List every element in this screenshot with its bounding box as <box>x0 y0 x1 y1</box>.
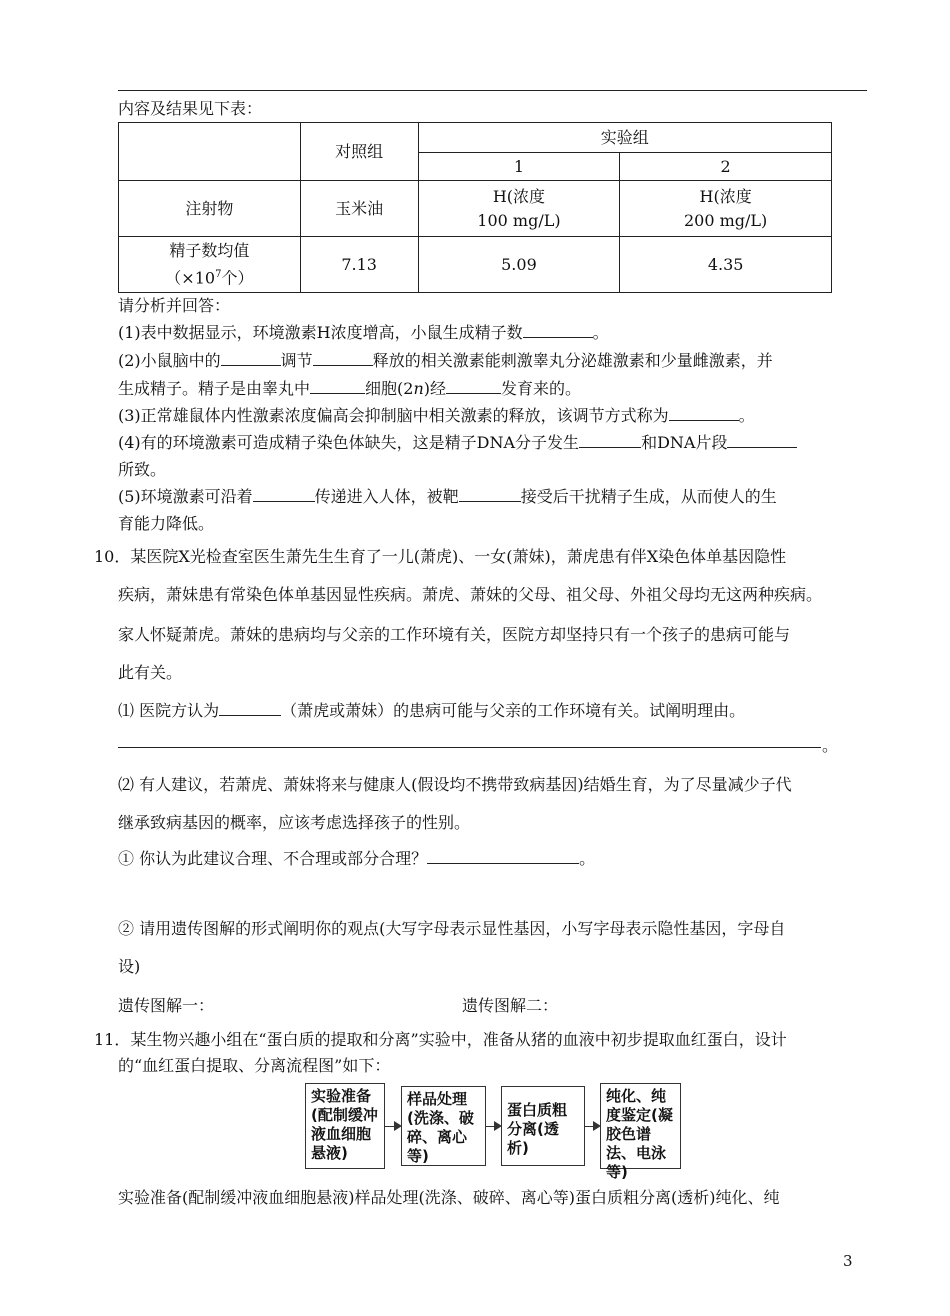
cell-g2-sperm: 4.35 <box>620 237 832 293</box>
header-group-2: 2 <box>620 153 832 181</box>
q10-line3: 家人怀疑萧虎。萧妹的患病均与父亲的工作环境有关，医院方却坚持只有一个孩子的患病可能与 <box>118 625 791 644</box>
q9-part1: (1)表中数据显示，环境激素H浓度增高，小鼠生成精子数 。 <box>118 323 609 342</box>
q11-flow-text: 实验准备(配制缓冲液血细胞悬液)样品处理(洗涤、破碎、离心等)蛋白质粗分离(透析)纯化、纯 <box>118 1188 780 1207</box>
cell-g1-sperm: 5.09 <box>418 237 620 293</box>
q10-choice2-cont: 设) <box>118 957 141 976</box>
flow-step-preparation: 实验准备(配制缓冲液血细胞悬液) <box>305 1083 385 1169</box>
q9-prompt: 请分析并回答： <box>118 296 231 315</box>
answer-blank[interactable] <box>727 431 797 448</box>
right-arrow-icon <box>486 1126 500 1127</box>
header-control: 对照组 <box>300 123 418 181</box>
q10-line1: 10．某医院X光检查室医生萧先生生育了一儿(萧虎)、一女(萧妹)，萧虎患有伴X染色体单基因隐性 <box>94 547 787 566</box>
header-group-1: 1 <box>418 153 620 181</box>
header-experiment: 实验组 <box>418 123 831 153</box>
cell-control-sperm: 7.13 <box>300 237 418 293</box>
q9-part4: (4)有的环境激素可造成精子染色体缺失，这是精子DNA分子发生 和DNA片段 <box>118 430 797 453</box>
right-arrow-icon <box>585 1126 599 1127</box>
answer-blank[interactable] <box>446 377 501 394</box>
flow-step-sample-processing: 样品处理(洗涤、破碎、离心等) <box>401 1086 486 1166</box>
reason-answer-line[interactable] <box>118 747 821 748</box>
answer-blank[interactable] <box>669 404 739 421</box>
answer-blank[interactable] <box>427 847 579 864</box>
table-intro: 内容及结果见下表： <box>118 99 263 118</box>
q9-part5-cont: 育能力降低。 <box>118 514 215 533</box>
reason-end-mark: 。 <box>822 736 839 755</box>
answer-blank[interactable] <box>219 699 281 716</box>
diagram-1-label: 遗传图解一： <box>118 996 215 1015</box>
answer-blank[interactable] <box>523 321 593 338</box>
q10-sub2: ⑵ 有人建议，若萧虎、萧妹将来与健康人(假设均不携带致病基因)结婚生育，为了尽量减少子代 <box>118 775 792 794</box>
cell-g2-injection: H(浓度 200 mg/L) <box>620 181 832 237</box>
answer-blank[interactable] <box>221 349 281 366</box>
flow-step-crude-separation: 蛋白质粗分离(透析) <box>501 1086 585 1166</box>
q10-line4: 此有关。 <box>118 663 183 682</box>
q9-part5: (5)环境激素可沿着 传递进入人体，被靶 接受后干扰精子生成，从而使人的生 <box>118 487 777 506</box>
q9-part2: (2)小鼠脑中的 调节 释放的相关激素能刺激睾丸分泌雄激素和少量雌激素，并 <box>118 351 773 370</box>
diagram-2-label: 遗传图解二： <box>462 996 559 1015</box>
q9-part3: (3)正常雄鼠体内性激素浓度偏高会抑制脑中相关激素的释放，该调节方式称为 。 <box>118 406 755 425</box>
q10-choice2: ② 请用遗传图解的形式阐明你的观点(大写字母表示显性基因，小写字母表示隐性基因，字母自 <box>118 919 786 938</box>
cell-control-injection: 玉米油 <box>300 181 418 237</box>
right-arrow-icon <box>385 1126 400 1127</box>
q10-line2: 疾病，萧妹患有常染色体单基因显性疾病。萧虎、萧妹的父母、祖父母、外祖父母均无这两种疾病。 <box>118 585 823 604</box>
cell-g1-injection: H(浓度 100 mg/L) <box>418 181 620 237</box>
answer-blank[interactable] <box>579 431 641 448</box>
q9-part2-cont: 生成精子。精子是由睾丸中 细胞(2n)经 发育来的。 <box>118 379 582 398</box>
row-label-injection: 注射物 <box>119 181 301 237</box>
answer-blank[interactable] <box>253 485 315 502</box>
row-label-sperm: 精子数均值 （$\times 10^7$个） <box>119 237 301 293</box>
page-number: 3 <box>843 1252 853 1270</box>
q9-part4-cont: 所致。 <box>118 460 167 479</box>
answer-blank[interactable] <box>310 377 365 394</box>
q10-sub2-cont: 继承致病基因的概率，应该考虑选择孩子的性别。 <box>118 813 471 832</box>
flow-step-purification: 纯化、纯度鉴定(凝胶色谱法、电泳等) <box>600 1083 681 1169</box>
answer-blank[interactable] <box>459 485 521 502</box>
results-table <box>118 122 832 293</box>
q10-sub1: ⑴ 医院方认为 （萧虎或萧妹）的患病可能与父亲的工作环境有关。试阐明理由。 <box>118 701 746 720</box>
header-rule <box>118 90 867 91</box>
q11-line2: 的“血红蛋白提取、分离流程图”如下： <box>118 1056 391 1075</box>
table-corner <box>119 123 301 181</box>
q11-line1: 11．某生物兴趣小组在“蛋白质的提取和分离”实验中，准备从猪的血液中初步提取血红蛋白，设计 <box>94 1030 787 1049</box>
answer-blank[interactable] <box>313 349 373 366</box>
q10-choice1: ① 你认为此建议合理、不合理或部分合理？ 。 <box>118 849 596 868</box>
